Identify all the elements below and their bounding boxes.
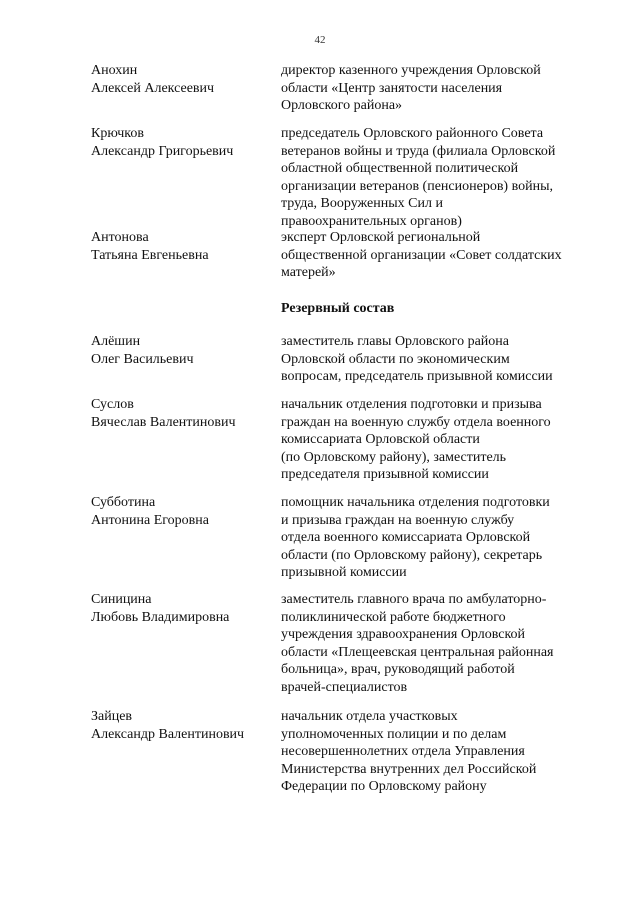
position-line: матерей»: [281, 265, 336, 281]
position-line: врачей-специалистов: [281, 679, 408, 695]
position-line: призывной комиссии: [281, 565, 407, 581]
member-name: [91, 229, 266, 264]
position-line: уполномоченных полиции и по делам: [281, 726, 507, 742]
position-line: заместитель главного врача по амбулаторно-: [281, 592, 547, 607]
position-line: области «Центр занятости населения: [281, 80, 503, 96]
position-line: отдела военного комиссариата Орловской: [281, 530, 531, 546]
position-line: области «Плещеевская центральная районная: [281, 644, 554, 660]
position-line: Федерации по Орловскому району: [281, 779, 487, 795]
position-line: Орловской области по экономическим: [281, 351, 510, 367]
member-name: [91, 494, 266, 529]
member-name: [91, 125, 266, 160]
surname: Анохин: [91, 63, 138, 78]
surname: Алёшин: [91, 334, 141, 349]
position-line: комиссариата Орловской области: [281, 432, 480, 448]
member-position: [281, 708, 601, 796]
member-name: [91, 396, 266, 431]
position-line: помощник начальника отделения подготовки: [281, 495, 550, 510]
position-line: правоохранительных органов): [281, 213, 462, 229]
position-line: председателя призывной комиссии: [281, 467, 489, 483]
position-line: Орловского района»: [281, 98, 403, 114]
position-line: организации ветеранов (пенсионеров) войны,: [281, 178, 554, 194]
given-names: Вячеслав Валентинович: [91, 414, 236, 430]
member-name: [91, 333, 266, 368]
given-names: Алексей Алексеевич: [91, 80, 215, 96]
position-line: ветеранов войны и труда (филиала Орловской: [281, 143, 556, 159]
surname: Суслов: [91, 397, 134, 412]
position-line: начальник отделения подготовки и призыва: [281, 397, 542, 412]
position-line: директор казенного учреждения Орловской: [281, 63, 541, 78]
page-number: 42: [314, 34, 326, 46]
member-position: [281, 229, 601, 282]
section-heading: Резервный состав: [281, 301, 395, 316]
position-line: области (по Орловскому району), секретарь: [281, 547, 543, 563]
member-position: [281, 125, 601, 231]
given-names: Олег Васильевич: [91, 351, 194, 367]
position-line: председатель Орловского районного Совета: [281, 126, 544, 141]
position-line: поликлинической работе бюджетного: [281, 609, 506, 625]
position-line: больница», врач, руководящий работой: [281, 662, 515, 678]
given-names: Антонина Егоровна: [91, 512, 209, 528]
position-line: граждан на военную службу отдела военного: [281, 414, 551, 430]
surname: Антонова: [91, 230, 149, 245]
given-names: Любовь Владимировна: [91, 609, 230, 625]
surname: Субботина: [91, 495, 156, 510]
position-line: эксперт Орловской региональной: [281, 230, 481, 245]
member-position: [281, 333, 601, 386]
member-position: [281, 62, 601, 115]
given-names: Татьяна Евгеньевна: [91, 247, 209, 263]
position-line: начальник отдела участковых: [281, 709, 458, 724]
member-position: [281, 494, 601, 582]
position-line: заместитель главы Орловского района: [281, 334, 509, 349]
member-name: [91, 708, 266, 743]
position-line: труда, Вооруженных Сил и: [281, 196, 443, 212]
position-line: областной общественной политической: [281, 161, 519, 177]
position-line: общественной организации «Совет солдатских: [281, 247, 562, 263]
member-position: [281, 396, 601, 484]
member-name: [91, 62, 266, 97]
position-line: несовершеннолетних отдела Управления: [281, 744, 525, 760]
position-line: вопросам, председатель призывной комиссии: [281, 369, 553, 385]
surname: Крючков: [91, 126, 145, 141]
given-names: Александр Григорьевич: [91, 143, 234, 159]
surname: Зайцев: [91, 709, 133, 724]
position-line: и призыва граждан на военную службу: [281, 512, 515, 528]
surname: Синицина: [91, 592, 152, 607]
position-line: Министерства внутренних дел Российской: [281, 761, 537, 777]
position-line: (по Орловскому району), заместитель: [281, 449, 507, 465]
position-line: учреждения здравоохранения Орловской: [281, 627, 526, 643]
given-names: Александр Валентинович: [91, 726, 245, 742]
member-name: [91, 591, 266, 626]
member-position: [281, 591, 601, 697]
